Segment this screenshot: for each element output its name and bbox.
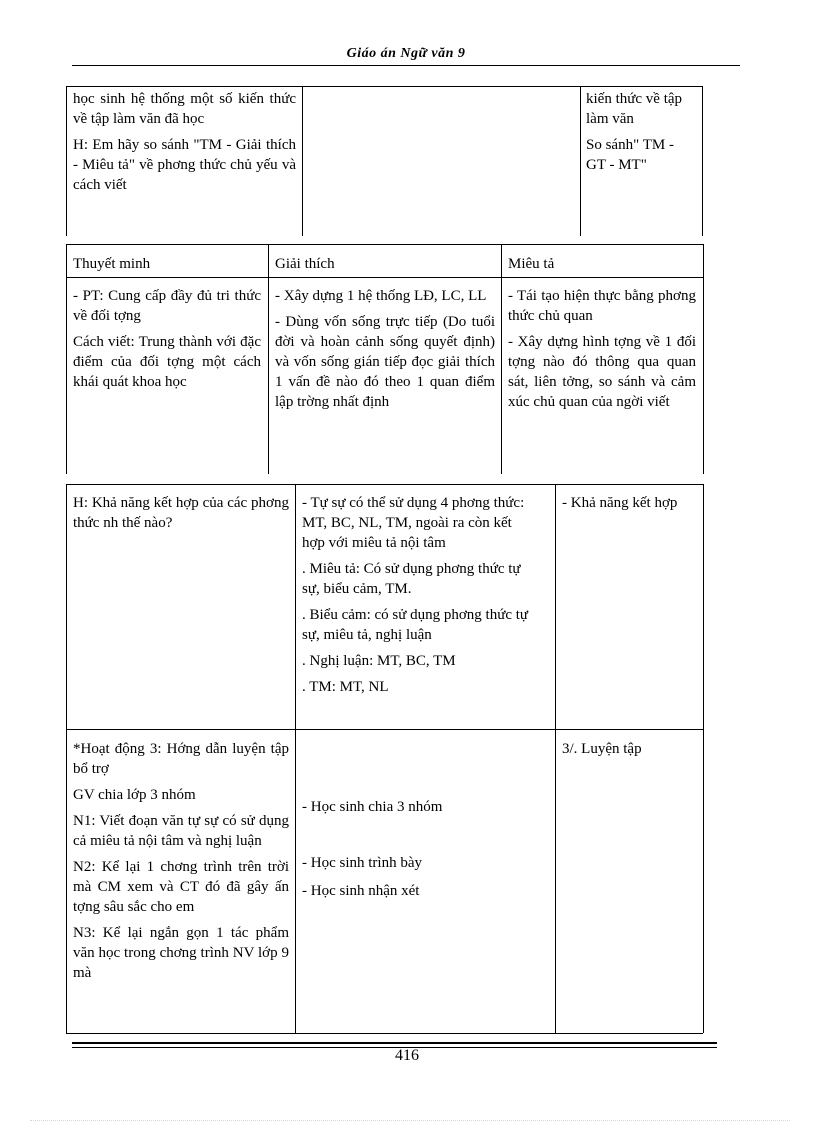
col-border — [302, 86, 303, 236]
column-header-giai-thich: Giải thích — [275, 256, 335, 272]
page-edge-dotted-line — [30, 1120, 790, 1121]
cell-text: - PT: Cung cấp đầy đủ tri thức về đối tợng — [73, 288, 261, 324]
page-number: 416 — [395, 1047, 419, 1064]
column-header-mieu-ta: Miêu tả — [508, 256, 555, 272]
cell-text: - Xây dựng hình tợng về 1 đối tợng nào đó thông qua quan sát, liên tởng, so sánh và cảm xúc chủ quan của ngời viết — [508, 334, 696, 410]
cell-text: N3: Kể lại ngắn gọn 1 tác phẩm văn học trong chơng trình NV lớp 9 mà — [73, 925, 289, 981]
col-border — [703, 244, 704, 474]
cell-text: - Xây dựng 1 hệ thống LĐ, LC, LL — [275, 288, 487, 304]
table-cell-right — [580, 86, 702, 184]
cell-text: So sánh" TM - GT - MT" — [586, 137, 674, 173]
table-cell — [67, 736, 295, 992]
table-cell — [296, 490, 548, 706]
cell-text: N1: Viết đoạn văn tự sự có sử dụng cả miêu tả nội tâm và nghị luận — [73, 813, 289, 849]
cell-text: N2: Kể lại 1 chơng trình trên trời mà CM xem và CT đó đã gây ấn tợng sâu sắc cho em — [73, 859, 289, 915]
table-cell — [67, 283, 267, 401]
table-cell — [67, 490, 295, 542]
cell-text: - Khả năng kết hợp — [562, 495, 678, 511]
cell-text: Cách viết: Trung thành với đặc điểm của đối tợng một cách khái quát khoa học — [73, 334, 261, 390]
table-cell — [556, 490, 703, 522]
cell-text: - Học sinh nhận xét — [302, 883, 420, 899]
cell-text: - Dùng vốn sống trực tiếp (Do tuổi đời và hoàn cảnh sống quyết định) và vốn sống gián tiếp đọc giải thích 1 vấn đề nào đó theo 1 quan điểm lập trờng nhất định — [275, 314, 495, 410]
column-header-thuyet-minh: Thuyết minh — [73, 256, 151, 272]
cell-text: . TM: MT, NL — [302, 679, 389, 695]
footer-rule-thick — [72, 1042, 717, 1044]
cell-text: H: Khả năng kết hợp của các phơng thức nh thế nào? — [73, 495, 289, 531]
table-cell-left — [67, 86, 302, 204]
cell-text: - Học sinh chia 3 nhóm — [302, 799, 443, 815]
cell-text: - Học sinh trình bày — [302, 855, 422, 871]
col-border — [703, 484, 704, 1033]
cell-text: H: Em hãy so sánh "TM - Giải thích - Miêu tả" về phơng thức chủ yếu và cách viết — [73, 137, 296, 193]
cell-text: *Hoạt động 3: Hớng dẫn luyện tập bổ trợ — [73, 741, 289, 777]
page-header-title: Giáo án Ngữ văn 9 — [346, 46, 466, 61]
table-border — [66, 277, 703, 278]
cell-text: - Tự sự có thể sử dụng 4 phơng thức: MT, BC, NL, TM, ngoài ra còn kết hợp với miêu tả nội tâm — [302, 495, 525, 551]
table-cell — [502, 283, 702, 421]
col-border — [702, 86, 703, 236]
cell-text: 3/. Luyện tập — [562, 741, 642, 757]
table-border — [66, 1033, 703, 1034]
table-border — [66, 484, 703, 485]
table-border — [66, 244, 703, 245]
cell-text: . Nghị luận: MT, BC, TM — [302, 653, 456, 669]
cell-text: GV chia lớp 3 nhóm — [73, 787, 196, 803]
table-cell — [296, 794, 554, 910]
cell-text: kiến thức về tập làm văn — [586, 91, 683, 127]
cell-text: . Miêu tả: Có sử dụng phơng thức tự sự, biểu cảm, TM. — [302, 561, 521, 597]
table-cell — [556, 736, 703, 768]
header-rule — [72, 65, 740, 66]
cell-text: - Tái tạo hiện thực bằng phơng thức chủ quan — [508, 288, 696, 324]
table-border — [66, 729, 703, 730]
cell-text: học sinh hệ thống một số kiến thức về tập làm văn đã học — [73, 91, 296, 127]
cell-text: . Biểu cảm: có sử dụng phơng thức tự sự, miêu tả, nghị luận — [302, 607, 529, 643]
table-cell — [269, 283, 501, 421]
